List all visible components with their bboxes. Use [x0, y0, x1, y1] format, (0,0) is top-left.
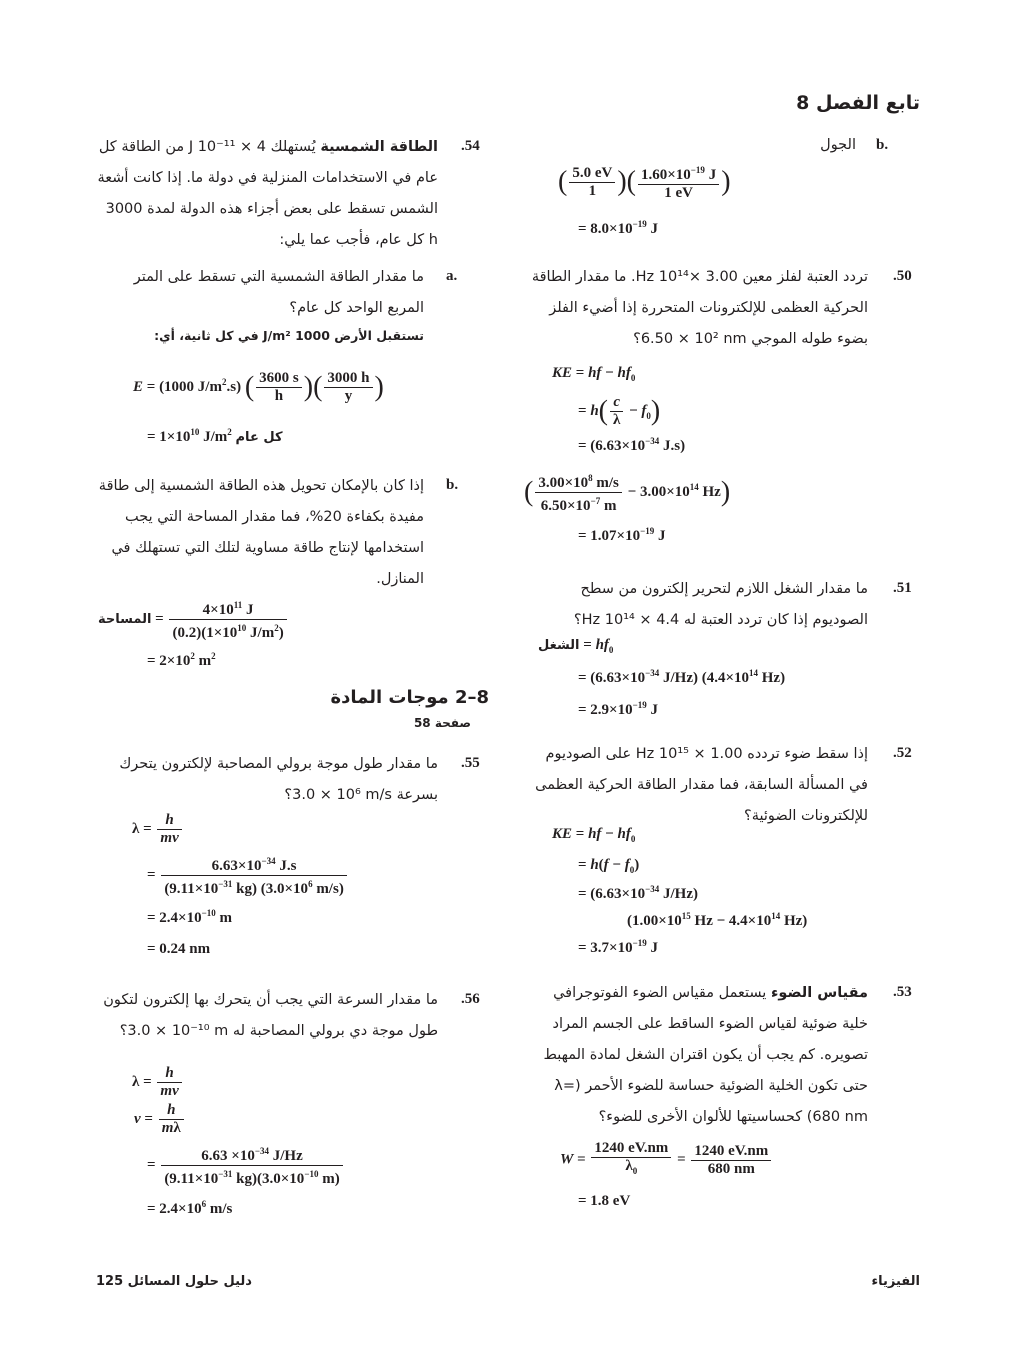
- problem-54a-note: تستقبل الأرض 1000 J/m² في كل ثانية، أي:: [154, 328, 424, 343]
- footer-subject: الفيزياء: [871, 1274, 920, 1289]
- problem-55-text: ما مقدار طول موجة برولي المصاحبة لإلكترون يتحرك بسرعة ‎3.0 × 10⁶ m/s؟: [119, 756, 438, 803]
- item-b-label: b.: [876, 137, 889, 153]
- problem-54-number: .54: [461, 138, 480, 154]
- footer-page-guide: 125 دليل حلول المسائل: [96, 1274, 252, 1289]
- p50-eq-planck: = ($6.63\times 10^{-34}$ J.s): [578, 436, 686, 454]
- p50-eq-ke: KE = hf − $hf_0$: [552, 365, 636, 383]
- p56-eq-velocity: v = $\frac{h}{m\lambda}$: [134, 1102, 186, 1137]
- problem-55-number: .55: [461, 755, 480, 771]
- problem-54-title: الطاقة الشمسية: [320, 139, 438, 155]
- problem-54-text: يُستهلك J ‎10⁻¹¹ × 4 من الطاقة كل عام في الاستخدامات المنزلية في دولة ما. إذا كانت أشعة الشمس تسقط على بعض أجزاء هذه الدولة لمدة 3000 h كل عام، فأجب عما يلي:: [97, 139, 438, 248]
- problem-56-number: .56: [461, 991, 480, 1007]
- problem-54a-label: a.: [446, 268, 458, 284]
- problem-54-block: [93, 132, 438, 256]
- problem-53-title: مقياس الضوء: [770, 985, 868, 1001]
- p54b-eq-result: = $2\times 10^2$ $m^2$: [147, 651, 216, 669]
- p56-eq-result: = $2.4\times 10^6$ m/s: [147, 1199, 233, 1217]
- p56-eq-values: = $\frac{6.63 \times 10^{-34} J/Hz}{(9.11\times 10^{-31} kg)(3.0\times 10^{-10} m)}$: [147, 1143, 345, 1188]
- p52-eq-planck: = ($6.63\times 10^{-34}$ J/Hz): [578, 884, 698, 902]
- p56-eq-lambda: λ = $\frac{h}{mv}$: [132, 1065, 184, 1100]
- problem-53-text: يستعمل مقياس الضوء الفوتوجرافي خلية ضوئية لقياس الضوء الساقط على الجسم المراد تصويره. كم يجب أن يكون اقتران الشغل لمادة المهبط حتى تكون الخلية الضوئية حساسة للضوء الأحمر (λ= 680 nm) كحساسيتها للألوان الأخرى للضوء؟: [543, 985, 868, 1125]
- p51-eq-result: = $2.9\times 10^{-19}$ J: [578, 700, 658, 718]
- item-b-text: الجول: [820, 137, 856, 153]
- p55-eq-result-nm: = 0.24 nm: [147, 941, 211, 957]
- problem-53-number: .53: [893, 984, 912, 1000]
- problem-50-text: تردد العتبة لفلز معين Hz ‎10¹⁴× 3.00. ما مقدار الطاقة الحركية العظمى للإلكترونات المتحررة إذا أضيء الفلز بضوء طوله الموجي ‎6.50 × 10² nm؟: [531, 269, 868, 347]
- equation-joule-conversion: ( $\frac{5.0 eV}{1}$ )( $\frac{1.60\times 10^{-19} J}{1 eV}$ ): [558, 162, 731, 202]
- section-page-ref: صفحة 58: [413, 716, 471, 730]
- p54b-area-label: المساحة: [98, 611, 152, 627]
- p55-eq-lambda: λ = $\frac{h}{mv}$: [132, 812, 184, 847]
- problem-56-text: ما مقدار السرعة التي يجب أن يتحرك بها إلكترون لتكون طول موجة دي برولي المصاحبة له ‎3.0 × 10⁻¹⁰ m؟: [103, 992, 438, 1039]
- p54a-eq-result: = $1\times 10^{10}$ $J/m^2$ كل عام: [147, 427, 283, 445]
- p52-eq-factor: = $h(f - f_0)$: [578, 857, 640, 875]
- chapter-continued-title: تابع الفصل 8: [796, 92, 920, 114]
- problem-51-text: ما مقدار الشغل اللازم لتحرير إلكترون من سطح الصوديوم إذا كان تردد العتبة له 4.4 × 10¹⁴ Hz؟: [573, 581, 868, 628]
- problem-52-number: .52: [893, 745, 912, 761]
- problem-53-block: [523, 978, 868, 1133]
- p52-eq-ke: KE = hf − $hf_0$: [552, 826, 636, 844]
- p55-eq-values: = $\frac{6.63\times 10^{-34} J.s}{(9.11\times 10^{-31} kg) (3.0\times 10^6 m/s)}$: [147, 853, 349, 898]
- p55-eq-result-m: = $2.4\times 10^{-10}$ m: [147, 908, 232, 926]
- p50-eq-values: ( $\frac{3.00\times 10^8 m/s}{6.50\times 10^{-7} m}$ − $3.00\times 10^{14}$ Hz): [524, 470, 730, 515]
- p54a-per-year: كل عام: [235, 430, 283, 445]
- equation-joule-result: = $8.0\times 10^{-19}$ J: [578, 219, 658, 237]
- p51-eq-work: الشغل = $hf_0$: [538, 637, 614, 655]
- p51-eq-values: = ($6.63\times 10^{-34}$ J/Hz) ($4.4\times 10^{14}$ Hz): [578, 668, 786, 686]
- p54b-eq-area: المساحة = $\frac{4\times 10^{11} J}{(0.2)(1\times 10^{10} J/m^2)}$: [98, 597, 289, 642]
- p51-work-label: الشغل: [538, 638, 580, 653]
- p52-eq-freq: ($1.00\times 10^{15}$ $Hz - 4.4\times 10^{14}$ Hz): [627, 911, 808, 929]
- p50-eq-result: = $1.07\times 10^{-19}$ J: [578, 526, 666, 544]
- problem-54b-label: b.: [446, 477, 459, 493]
- p54a-eq-energy: E = (1000 $J/m^2.s$) ( $\frac{3600 s}{h}$ )( $\frac{3000 h}{y}$ ): [133, 370, 384, 404]
- p53-eq-result: = 1.8 eV: [578, 1193, 631, 1209]
- problem-52-text: إذا سقط ضوء تردده 1.00 × 10¹⁵ Hz على الصوديوم في المسألة السابقة، فما مقدار الطاقة الحركية العظمى للإلكترونات الضوئية؟: [535, 746, 868, 824]
- p53-eq-work-function: W = $\frac{1240 eV.nm}{\lambda_0}$ = $\frac{1240 eV.nm}{680 nm}$: [560, 1140, 773, 1180]
- problem-54a-text: ما مقدار الطاقة الشمسية التي تسقط على المتر المربع الواحد كل عام؟: [133, 269, 424, 316]
- problem-50-number: .50: [893, 268, 912, 284]
- problem-51-number: .51: [893, 580, 912, 596]
- section-title: 8–2 موجات المادة: [330, 687, 489, 708]
- problem-54b-text: إذا كان بالإمكان تحويل هذه الطاقة الشمسية إلى طاقة مفيدة بكفاءة 20%، فما مقدار المساحة التي يجب استخدامها لإنتاج طاقة مساوية لتلك التي تستهلك في المنازل.: [98, 478, 424, 587]
- p52-eq-result: = $3.7\times 10^{-19}$ J: [578, 938, 658, 956]
- p50-eq-substitute: = h( $\frac{c}{\lambda}$ − $f_0$): [578, 394, 661, 428]
